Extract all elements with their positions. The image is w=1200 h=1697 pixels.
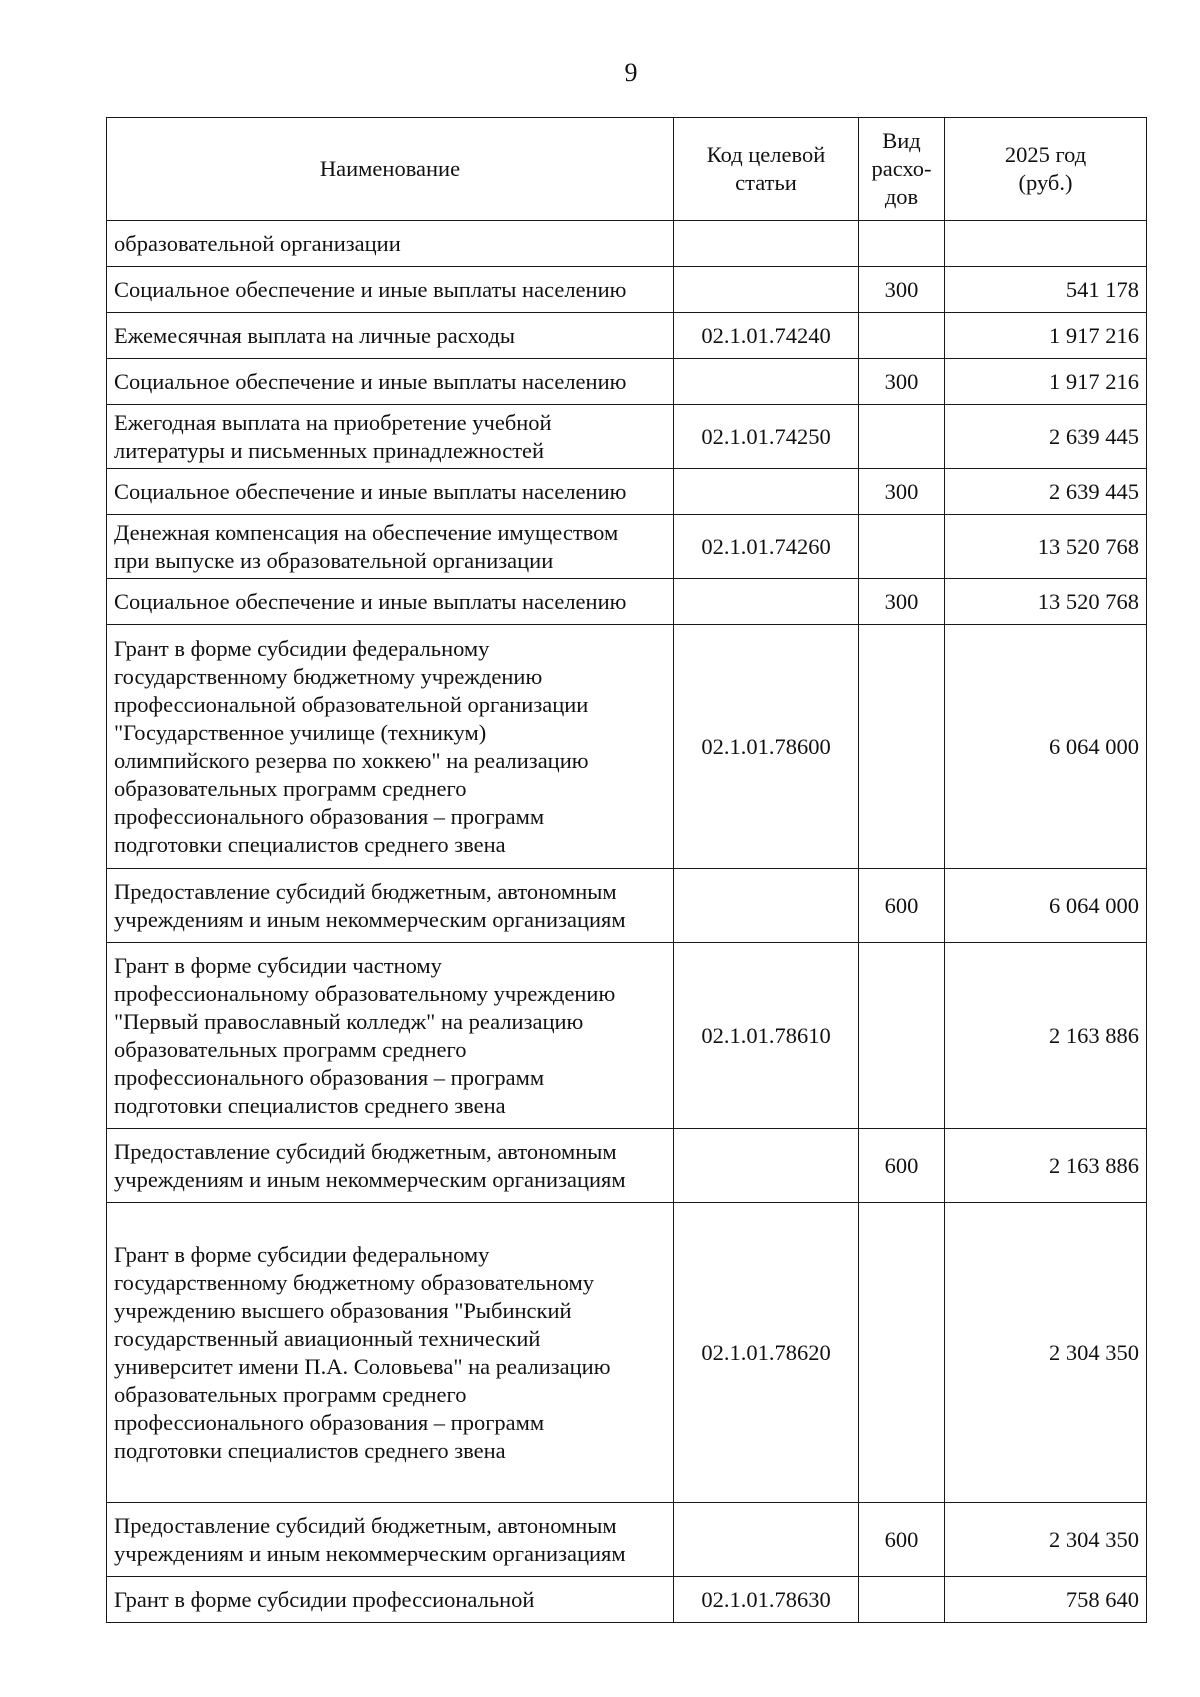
table-row xyxy=(107,869,1147,943)
cell-name-line: профессионального образования – программ xyxy=(114,1409,545,1435)
cell-code: 02.1.01.78620 xyxy=(674,1203,859,1503)
cell-name-line: Социальное обеспечение и иные выплаты населению xyxy=(114,368,627,394)
cell-name xyxy=(107,469,674,515)
table-row xyxy=(107,1129,1147,1203)
cell-type: 600 xyxy=(859,1503,945,1577)
cell-type xyxy=(859,515,945,579)
cell-name-line: профессиональному образовательному учреждению xyxy=(114,980,616,1006)
cell-name-line: олимпийского резерва по хоккею" на реализацию xyxy=(114,747,589,773)
cell-amount: 758 640 xyxy=(945,1577,1147,1623)
cell-name-line: профессиональной образовательной организации xyxy=(114,691,589,717)
cell-type: 600 xyxy=(859,1129,945,1203)
cell-name-line: Ежемесячная выплата на личные расходы xyxy=(114,322,516,348)
cell-name-line: профессионального образования – программ xyxy=(114,803,545,829)
table-row xyxy=(107,943,1147,1129)
cell-name-line: университет имени П.А. Соловьева" на реализацию xyxy=(114,1353,611,1379)
cell-name xyxy=(107,267,674,313)
cell-name-line: Предоставление субсидий бюджетным, автономным xyxy=(114,1512,617,1538)
header-name xyxy=(107,118,674,221)
cell-name xyxy=(107,579,674,625)
cell-name-line: Грант в форме субсидии федеральному xyxy=(114,635,490,661)
cell-name xyxy=(107,515,674,579)
cell-name xyxy=(107,1503,674,1577)
cell-type: 300 xyxy=(859,469,945,515)
cell-amount: 2 639 445 xyxy=(945,405,1147,469)
header-name-text: Наименование xyxy=(319,156,461,181)
cell-name xyxy=(107,869,674,943)
cell-name-line: государственному бюджетному учреждению xyxy=(114,663,543,689)
cell-name-line: профессионального образования – программ xyxy=(114,1064,545,1090)
cell-name-line: Социальное обеспечение и иные выплаты населению xyxy=(114,478,627,504)
cell-name xyxy=(107,1129,674,1203)
cell-amount: 1 917 216 xyxy=(945,359,1147,405)
header-type-line: расхо- xyxy=(871,156,932,181)
cell-amount: 13 520 768 xyxy=(945,579,1147,625)
cell-name xyxy=(107,313,674,359)
cell-amount: 2 163 886 xyxy=(945,943,1147,1129)
cell-name-line: подготовки специалистов среднего звена xyxy=(114,1092,506,1118)
cell-code xyxy=(674,221,859,267)
cell-name-line: "Государственное училище (техникум) xyxy=(114,719,487,745)
cell-code: 02.1.01.74260 xyxy=(674,515,859,579)
cell-code xyxy=(674,359,859,405)
cell-amount: 2 639 445 xyxy=(945,469,1147,515)
header-type-line: Вид xyxy=(882,128,921,153)
cell-type xyxy=(859,1203,945,1503)
cell-name-line: государственный авиационный технический xyxy=(114,1325,541,1351)
cell-type: 300 xyxy=(859,579,945,625)
cell-amount: 13 520 768 xyxy=(945,515,1147,579)
header-type xyxy=(859,118,945,221)
cell-name-line: "Первый православный колледж" на реализацию xyxy=(114,1008,584,1034)
table-row xyxy=(107,1503,1147,1577)
cell-amount: 2 304 350 xyxy=(945,1503,1147,1577)
budget-table xyxy=(106,117,1147,1623)
table-row xyxy=(107,515,1147,579)
cell-code: 02.1.01.78600 xyxy=(674,625,859,869)
table-row xyxy=(107,579,1147,625)
table-row xyxy=(107,221,1147,267)
cell-type: 300 xyxy=(859,359,945,405)
cell-name-line: Социальное обеспечение и иные выплаты населению xyxy=(114,588,627,614)
cell-code: 02.1.01.78630 xyxy=(674,1577,859,1623)
cell-code xyxy=(674,1129,859,1203)
cell-name xyxy=(107,1203,674,1503)
cell-name-line: учреждениям и иным некоммерческим организациям xyxy=(114,906,626,932)
cell-name-line: учреждению высшего образования "Рыбинский xyxy=(114,1297,572,1323)
cell-code: 02.1.01.74240 xyxy=(674,313,859,359)
cell-name-line: Предоставление субсидий бюджетным, автономным xyxy=(114,878,617,904)
cell-name-line: при выпуске из образовательной организации xyxy=(114,547,554,573)
cell-type xyxy=(859,625,945,869)
cell-name-line: Грант в форме субсидии частному xyxy=(114,952,442,978)
cell-type xyxy=(859,1577,945,1623)
table-row xyxy=(107,1577,1147,1623)
cell-code: 02.1.01.78610 xyxy=(674,943,859,1129)
cell-code xyxy=(674,469,859,515)
cell-name-line: Грант в форме субсидии федеральному xyxy=(114,1241,490,1267)
table-row xyxy=(107,469,1147,515)
table-row xyxy=(107,267,1147,313)
cell-name-line: учреждениям и иным некоммерческим организациям xyxy=(114,1540,626,1566)
table-row xyxy=(107,359,1147,405)
cell-type xyxy=(859,313,945,359)
cell-amount: 2 304 350 xyxy=(945,1203,1147,1503)
cell-name-line: Социальное обеспечение и иные выплаты населению xyxy=(114,276,627,302)
cell-name xyxy=(107,405,674,469)
table-row xyxy=(107,1203,1147,1503)
cell-name-line: литературы и письменных принадлежностей xyxy=(114,437,545,463)
cell-name-line: образовательных программ среднего xyxy=(114,775,467,801)
cell-amount: 2 163 886 xyxy=(945,1129,1147,1203)
cell-name-line: образовательных программ среднего xyxy=(114,1036,467,1062)
cell-code xyxy=(674,869,859,943)
cell-name-line: подготовки специалистов среднего звена xyxy=(114,831,506,857)
cell-name xyxy=(107,943,674,1129)
cell-name xyxy=(107,359,674,405)
cell-code xyxy=(674,267,859,313)
header-type-line: дов xyxy=(884,184,919,209)
header-amount-line: 2025 год xyxy=(1004,142,1087,167)
cell-type xyxy=(859,943,945,1129)
cell-name-line: учреждениям и иным некоммерческим организациям xyxy=(114,1166,626,1192)
cell-amount: 541 178 xyxy=(945,267,1147,313)
cell-name xyxy=(107,625,674,869)
cell-name-line: подготовки специалистов среднего звена xyxy=(114,1437,506,1463)
cell-amount: 1 917 216 xyxy=(945,313,1147,359)
cell-name-line: Ежегодная выплата на приобретение учебной xyxy=(114,409,552,435)
cell-name-line: Денежная компенсация на обеспечение имуществом xyxy=(114,519,619,545)
header-code xyxy=(674,118,859,221)
cell-name-line: образовательной организации xyxy=(114,230,401,256)
header-code-line: Код целевой xyxy=(706,142,826,167)
table-row xyxy=(107,625,1147,869)
header-row xyxy=(107,118,1147,221)
cell-name-line: государственному бюджетному образовательному xyxy=(114,1269,594,1295)
cell-code: 02.1.01.74250 xyxy=(674,405,859,469)
cell-name-line: Предоставление субсидий бюджетным, автономным xyxy=(114,1138,617,1164)
cell-type xyxy=(859,405,945,469)
header-amount-line: (руб.) xyxy=(1018,170,1073,195)
cell-type: 300 xyxy=(859,267,945,313)
table-row xyxy=(107,313,1147,359)
cell-amount: 6 064 000 xyxy=(945,869,1147,943)
header-amount xyxy=(945,118,1147,221)
cell-amount xyxy=(945,221,1147,267)
cell-code xyxy=(674,579,859,625)
table-body xyxy=(107,221,1147,1623)
cell-name xyxy=(107,221,674,267)
cell-name-line: Грант в форме субсидии профессиональной xyxy=(114,1586,535,1612)
cell-type xyxy=(859,221,945,267)
cell-name xyxy=(107,1577,674,1623)
table-row xyxy=(107,405,1147,469)
cell-code xyxy=(674,1503,859,1577)
cell-type: 600 xyxy=(859,869,945,943)
cell-amount: 6 064 000 xyxy=(945,625,1147,869)
page-number: 9 xyxy=(624,58,638,87)
header-code-line: статьи xyxy=(735,170,797,195)
cell-name-line: образовательных программ среднего xyxy=(114,1381,467,1407)
